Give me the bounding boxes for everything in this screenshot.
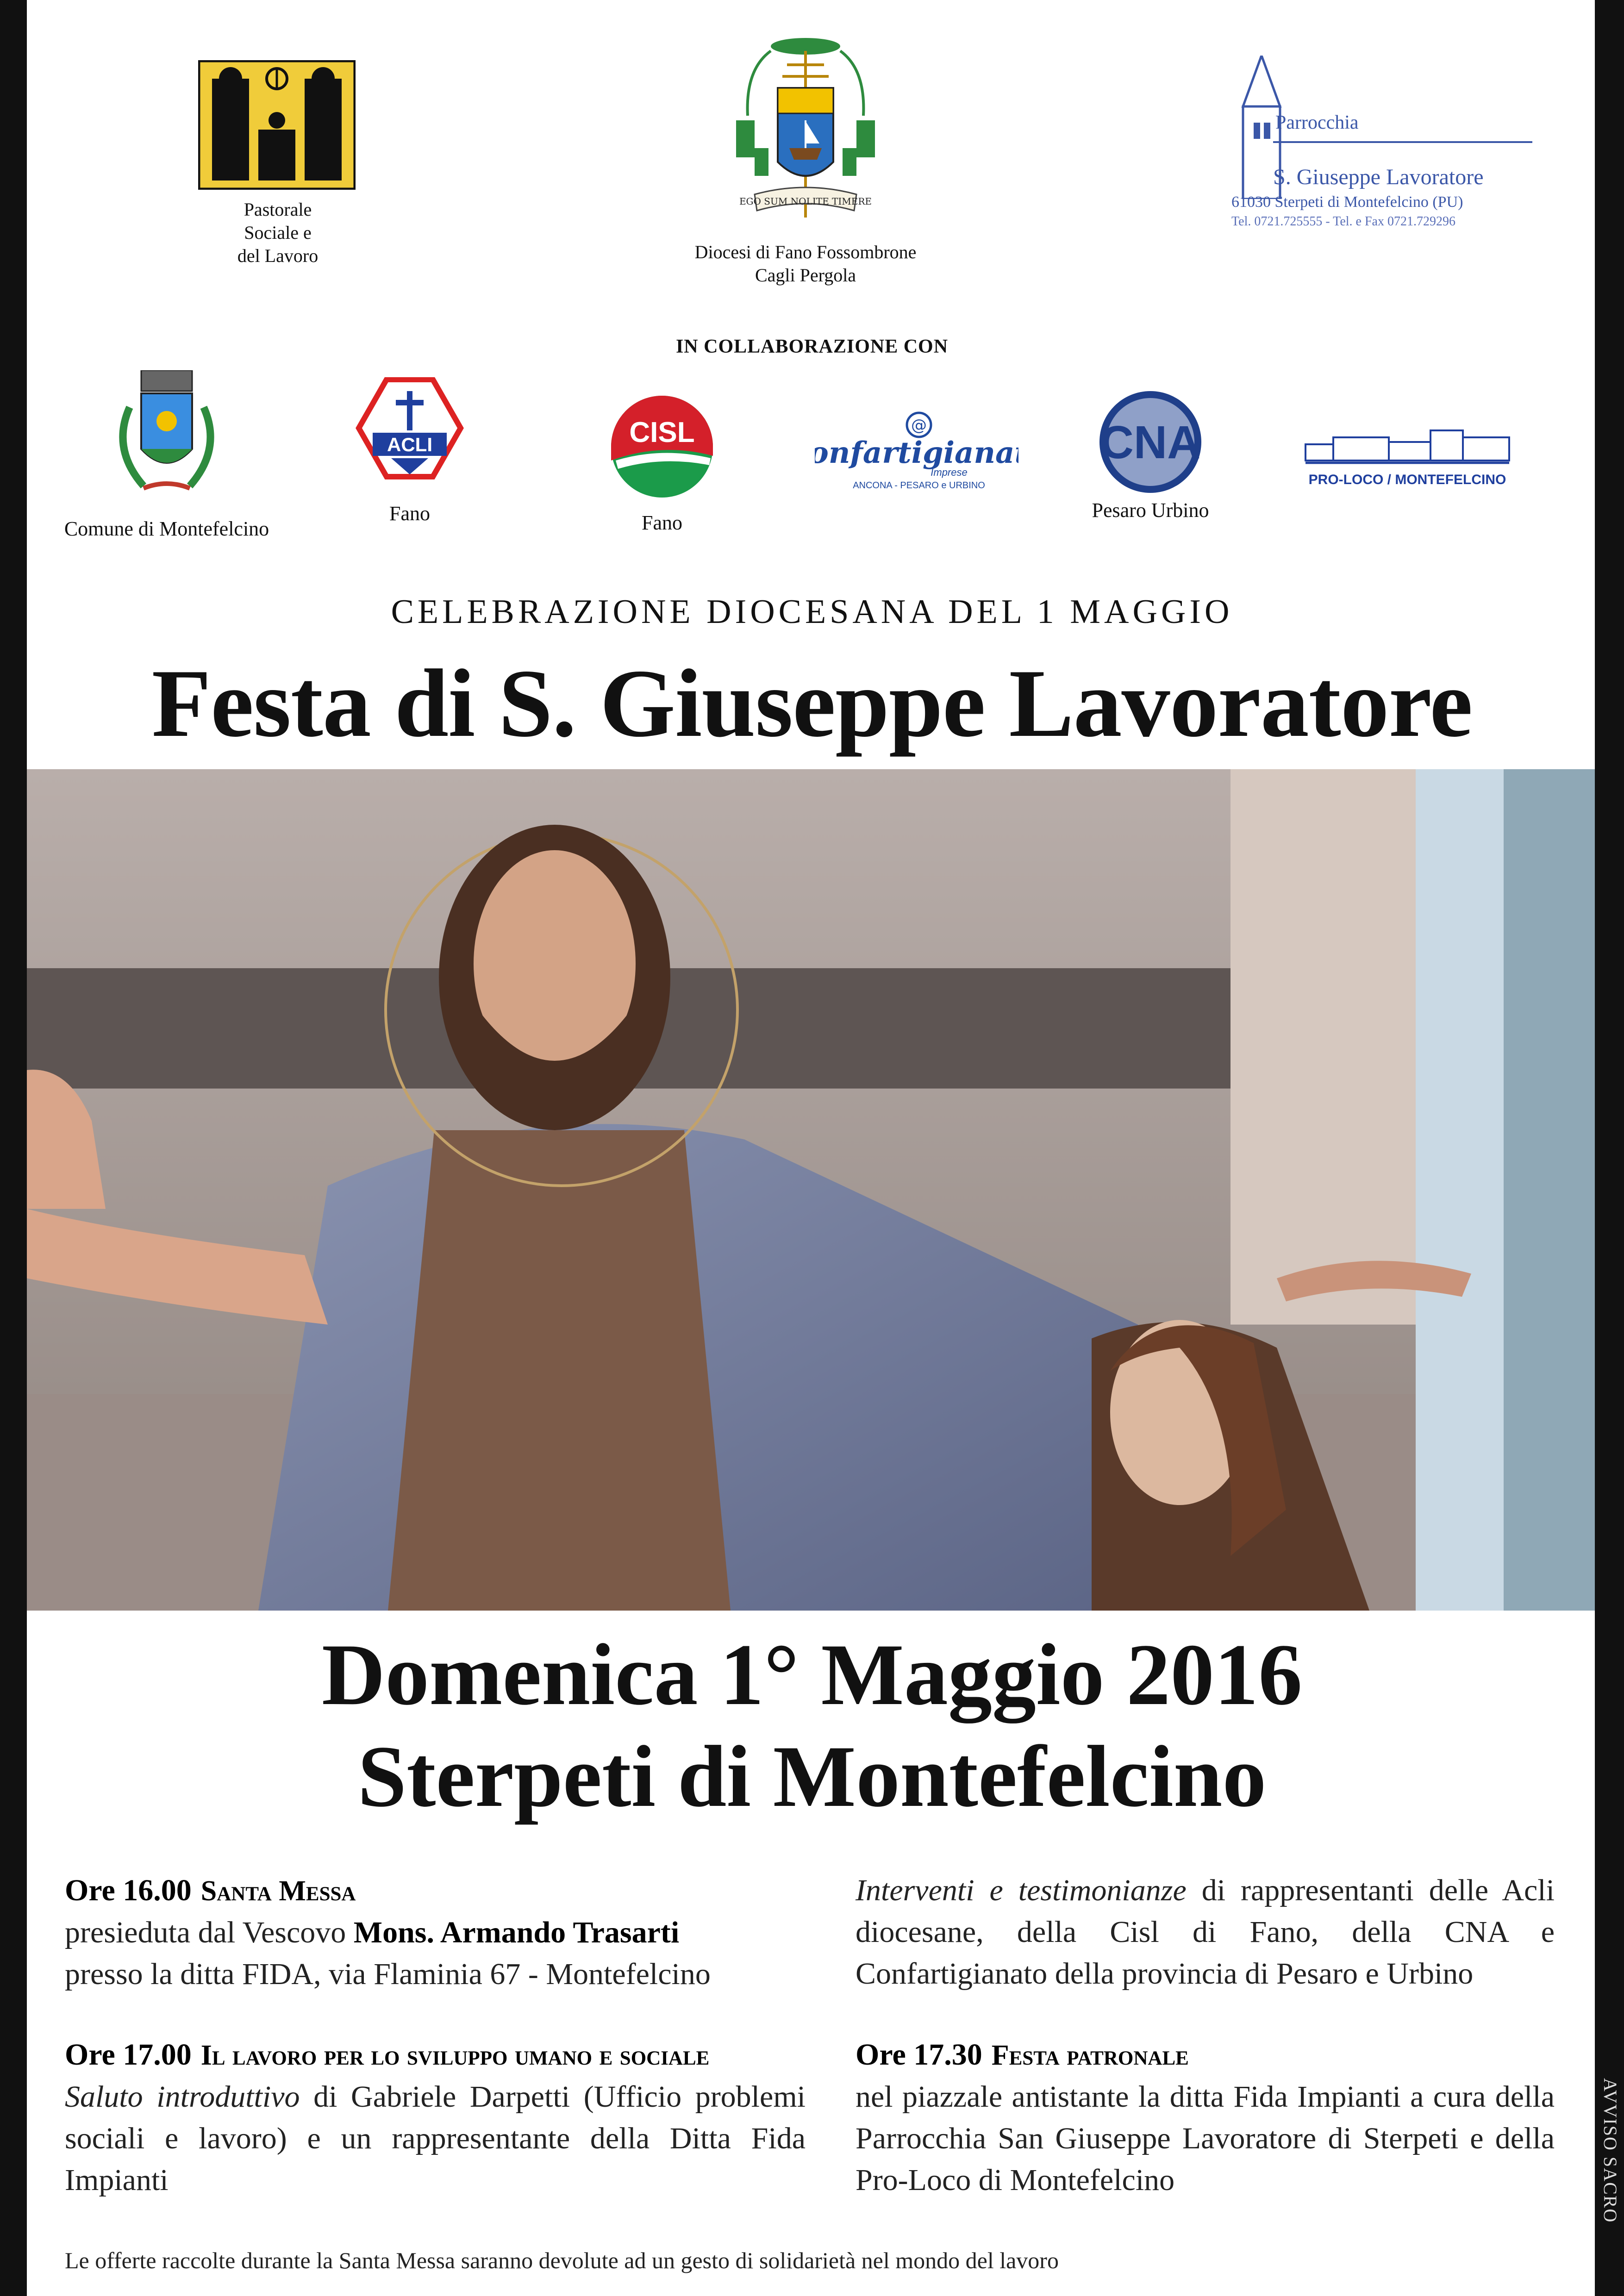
- proloco-text: PRO-LOCO / MONTEFELCINO: [1308, 472, 1506, 487]
- parrocchia-line3: 61030 Sterpeti di Montefelcino (PU): [1231, 193, 1463, 211]
- diocesi-coat-of-arms: [727, 32, 884, 245]
- diocesi-motto: EGO SUM NOLITE TIMERE: [739, 196, 872, 207]
- parrocchia-line2: S. Giuseppe Lavoratore: [1273, 165, 1484, 189]
- event-place: Sterpeti di Montefelcino: [357, 1728, 1267, 1825]
- saint-joseph-photo: [27, 769, 1595, 1611]
- program-block-festa: [856, 2034, 1555, 2201]
- program-block-interventi: [856, 1870, 1555, 1995]
- pastorale-logo: [198, 60, 356, 190]
- acli-logo-text: ACLI: [387, 434, 432, 455]
- program-text: di Gabriele Darpetti (Ufficio problemi sociali e lavoro) e un rappresentante della Ditta Fida Impianti: [65, 2080, 806, 2197]
- partner-caption-comune: Comune di Montefelcino: [64, 517, 269, 540]
- program-title: Il lavoro per lo sviluppo umano e sociale: [200, 2040, 710, 2071]
- cisl-logo: [606, 391, 718, 502]
- confartigianato-logo: [815, 407, 1018, 495]
- pastorale-caption-line: Pastorale: [244, 199, 312, 220]
- collaboration-label: IN COLLABORAZIONE CON: [675, 336, 949, 357]
- statue-painting-icon: [27, 769, 1595, 1611]
- headline-title: Festa di S. Giuseppe Lavoratore: [151, 650, 1473, 757]
- partner-caption-acli: Fano: [389, 502, 430, 525]
- footnote: Le offerte raccolte durante la Santa Messa saranno devolute ad un gesto di solidarietà nel mondo del lavoro: [65, 2247, 1059, 2273]
- parrocchia-text: [1275, 112, 1535, 162]
- parrocchia-logo: [1231, 56, 1532, 250]
- confartigianato-text: nfartigiana: [828, 436, 1015, 470]
- pastorale-caption-line: Sociale e: [244, 222, 312, 243]
- comune-crest: [97, 370, 236, 509]
- diocesi-caption-line: Cagli Pergola: [755, 265, 856, 286]
- confartigianato-emblem-icon: [815, 407, 1018, 495]
- cna-logo: [1097, 389, 1204, 495]
- coat-of-arms-icon: [727, 32, 884, 245]
- headline-pre: CELEBRAZIONE DIOCESANA DEL 1 MAGGIO: [391, 593, 1233, 631]
- program-block-messa: [65, 1870, 806, 1995]
- diocesi-caption: [639, 241, 972, 287]
- program-time: Ore 17.30: [856, 2038, 982, 2072]
- proloco-logo: [1301, 426, 1514, 491]
- pastorale-caption: [204, 198, 352, 268]
- program-text: di rappresentanti delle Acli diocesane, della Cisl di Fano, della CNA e Confartigianato della provincia di Pesaro e Urbino: [856, 1873, 1555, 1991]
- program-title: Santa Messa: [200, 1875, 356, 1907]
- program-title: Festa patronale: [991, 2040, 1189, 2071]
- partner-caption-cisl: Fano: [642, 511, 682, 534]
- program-location: presso la ditta FIDA, via Flaminia 67 - Montefelcino: [65, 1957, 711, 1991]
- comune-crest-icon: [97, 370, 236, 509]
- acli-emblem-icon: [354, 377, 465, 488]
- program-block-lavoro: [65, 2034, 806, 2201]
- avviso-sacro-label: AVVISO SACRO: [1600, 2078, 1621, 2223]
- confartigianato-sub2: ANCONA - PESARO e URBINO: [853, 480, 985, 491]
- diocesi-caption-line: Diocesi di Fano Fossombrone: [694, 242, 917, 262]
- cisl-emblem-icon: [606, 391, 718, 502]
- acli-logo: [354, 377, 465, 488]
- svg-text:@: @: [911, 416, 927, 435]
- parrocchia-line4: Tel. 0721.725555 - Tel. e Fax 0721.729296: [1231, 214, 1455, 229]
- partner-caption-cna: Pesaro Urbino: [1092, 499, 1209, 522]
- proloco-skyline-icon: [1301, 426, 1514, 472]
- program-italic: Interventi e testimonianze: [856, 1873, 1187, 1907]
- program-text: nel piazzale antistante la ditta Fida Impianti a cura della Parrocchia San Giuseppe Lavoratore di Sterpeti e della Pro-Loco di Montefelcino: [856, 2080, 1555, 2197]
- program-time: Ore 17.00: [65, 2038, 192, 2072]
- cna-logo-text: CNA: [1100, 417, 1201, 468]
- program-italic: Saluto introduttivo: [65, 2080, 300, 2114]
- confartigianato-sub1: Imprese: [931, 467, 968, 478]
- parrocchia-line1: Parrocchia: [1275, 112, 1359, 133]
- cna-emblem-icon: [1097, 389, 1204, 495]
- program-time: Ore 16.00: [65, 1873, 192, 1907]
- pastorale-caption-line: del Lavoro: [237, 245, 319, 266]
- cisl-logo-text: CISL: [629, 417, 695, 448]
- program-celebrant: Mons. Armando Trasarti: [353, 1916, 680, 1949]
- program-text: presieduta dal Vescovo: [65, 1916, 354, 1949]
- pastorale-emblem-icon: [198, 60, 356, 190]
- event-date: Domenica 1° Maggio 2016: [321, 1626, 1303, 1724]
